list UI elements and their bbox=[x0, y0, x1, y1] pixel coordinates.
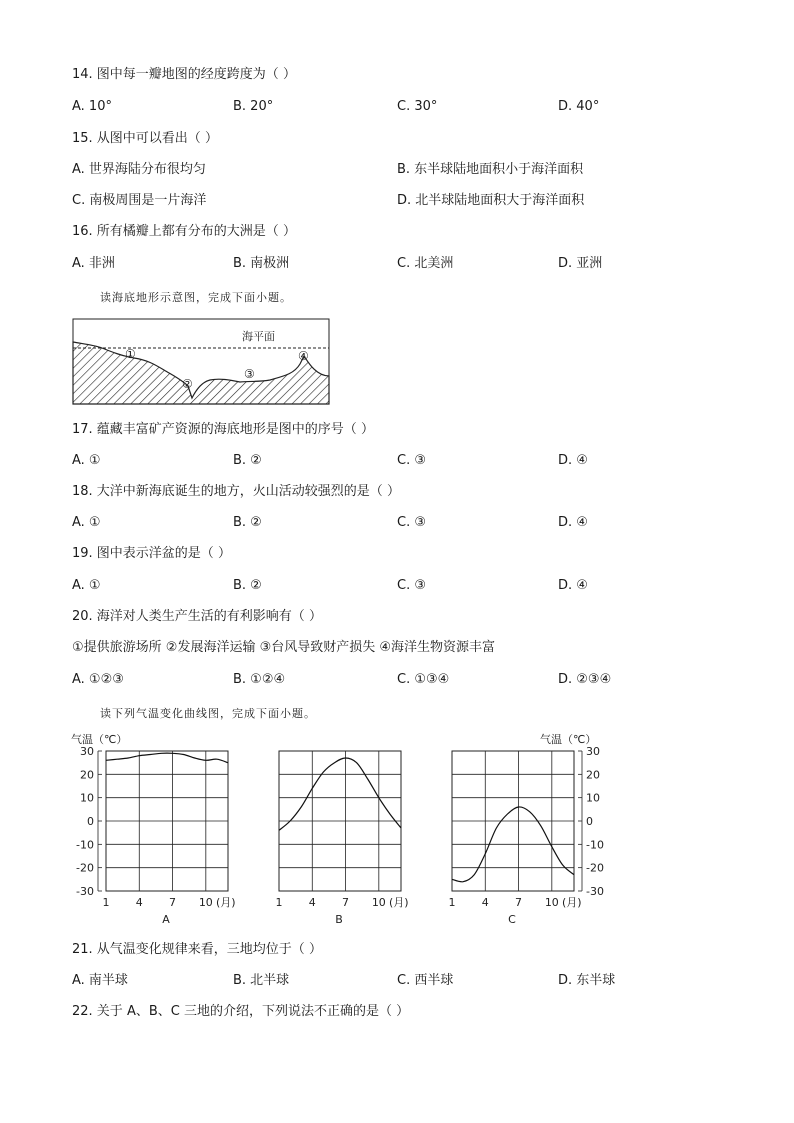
option-a[interactable]: A. ① bbox=[72, 578, 101, 593]
option-c[interactable]: C. 30° bbox=[397, 99, 438, 114]
question-22-stem: 22. 关于 A、B、C 三地的介绍，下列说法不正确的是（ ） bbox=[72, 1004, 410, 1019]
chart-c-y-tick-label: -30 bbox=[586, 885, 604, 898]
question-20-stem: 20. 海洋对人类生产生活的有利影响有（ ） bbox=[72, 609, 322, 624]
option-a[interactable]: A. 10° bbox=[72, 99, 112, 114]
question-20-options bbox=[72, 671, 712, 689]
question-21-options bbox=[72, 972, 712, 990]
option-c[interactable]: C. ③ bbox=[397, 578, 426, 593]
question-16-options bbox=[72, 255, 712, 273]
option-d[interactable]: D. 北半球陆地面积大于海洋面积 bbox=[397, 193, 585, 208]
option-b[interactable]: B. ①②④ bbox=[233, 672, 286, 687]
option-d[interactable]: D. ②③④ bbox=[558, 672, 612, 687]
question-19-stem: 19. 图中表示洋盆的是（ ） bbox=[72, 546, 231, 561]
option-a[interactable]: A. 世界海陆分布很均匀 bbox=[72, 162, 206, 177]
option-c[interactable]: C. 西半球 bbox=[397, 973, 454, 988]
chart-b-x-tick-label: 1 bbox=[275, 896, 283, 909]
chart-a-y-tick-label: 30 bbox=[80, 745, 94, 758]
temperature-charts bbox=[0, 728, 794, 932]
chart-c-x-tick-label: 4 bbox=[481, 896, 489, 909]
marker-1: ① bbox=[125, 347, 136, 361]
question-15-options-row2 bbox=[72, 192, 712, 210]
chart-a-title: A bbox=[162, 913, 170, 926]
question-14-options bbox=[72, 98, 712, 116]
chart-c-ylabel: 气温（℃） bbox=[540, 733, 597, 746]
option-d[interactable]: D. 40° bbox=[558, 99, 600, 114]
question-21-stem: 21. 从气温变化规律来看，三地均位于（ ） bbox=[72, 942, 322, 957]
chart-b-title: B bbox=[335, 913, 343, 926]
option-c[interactable]: C. ③ bbox=[397, 515, 426, 530]
chart-a-y-tick-label: -30 bbox=[76, 885, 94, 898]
seafloor-intro: 读海底地形示意图，完成下面小题。 bbox=[100, 291, 292, 304]
chart-a-x-tick-label: 10 bbox=[198, 896, 213, 909]
chart-c-title: C bbox=[508, 913, 516, 926]
option-d[interactable]: D. ④ bbox=[558, 515, 588, 530]
question-15-stem: 15. 从图中可以看出（ ） bbox=[72, 131, 218, 146]
chart-a-y-tick-label: 10 bbox=[80, 791, 94, 805]
question-15-options-row1 bbox=[72, 161, 712, 179]
chart-c-y-tick-label: 30 bbox=[586, 745, 600, 758]
option-c[interactable]: C. ③ bbox=[397, 453, 426, 468]
seafloor-diagram bbox=[72, 318, 332, 406]
chart-a-x-tick-label: 4 bbox=[135, 896, 143, 909]
chart-a-x-unit: (月) bbox=[216, 896, 236, 909]
chart-a-y-tick-label: -20 bbox=[76, 861, 94, 875]
chart-a-x-tick-label: 7 bbox=[169, 896, 177, 909]
option-d[interactable]: D. 东半球 bbox=[558, 973, 616, 988]
chart-b-x-tick-label: 4 bbox=[308, 896, 316, 909]
chart-a-y-tick-label: 20 bbox=[80, 768, 94, 782]
option-c[interactable]: C. ①③④ bbox=[397, 672, 450, 687]
chart-c-x-unit: (月) bbox=[562, 896, 582, 909]
question-20-statements: ①提供旅游场所 ②发展海洋运输 ③台风导致财产损失 ④海洋生物资源丰富 bbox=[72, 640, 496, 655]
temperature-intro: 读下列气温变化曲线图，完成下面小题。 bbox=[100, 707, 316, 720]
question-18-stem: 18. 大洋中新海底诞生的地方，火山活动较强烈的是（ ） bbox=[72, 484, 400, 499]
question-17-stem: 17. 蕴藏丰富矿产资源的海底地形是图中的序号（ ） bbox=[72, 422, 374, 437]
chart-a-y-tick-label: -10 bbox=[76, 838, 94, 852]
marker-3: ③ bbox=[244, 367, 255, 381]
chart-c-y-tick-label: -20 bbox=[586, 861, 604, 875]
option-c[interactable]: C. 北美洲 bbox=[397, 256, 454, 271]
option-a[interactable]: A. 非洲 bbox=[72, 256, 115, 271]
option-b[interactable]: B. ② bbox=[233, 453, 262, 468]
chart-c-y-tick-label: 20 bbox=[586, 768, 600, 782]
option-b[interactable]: B. ② bbox=[233, 578, 262, 593]
chart-a-x-tick-label: 1 bbox=[102, 896, 110, 909]
chart-b-series-line bbox=[279, 758, 401, 830]
option-a[interactable]: A. 南半球 bbox=[72, 973, 128, 988]
question-14-stem: 14. 图中每一瓣地图的经度跨度为（ ） bbox=[72, 67, 296, 82]
option-b[interactable]: B. ② bbox=[233, 515, 262, 530]
chart-a-ylabel: 气温（℃） bbox=[71, 733, 128, 746]
option-d[interactable]: D. ④ bbox=[558, 578, 588, 593]
option-b[interactable]: B. 20° bbox=[233, 99, 274, 114]
question-18-options bbox=[72, 514, 712, 532]
option-a[interactable]: A. ① bbox=[72, 453, 101, 468]
option-d[interactable]: D. ④ bbox=[558, 453, 588, 468]
sea-level-label: 海平面 bbox=[242, 330, 275, 343]
chart-c-x-tick-label: 10 bbox=[544, 896, 559, 909]
chart-b-x-tick-label: 10 bbox=[371, 896, 386, 909]
chart-a-y-tick-label: 0 bbox=[87, 815, 94, 828]
chart-b-x-tick-label: 7 bbox=[342, 896, 350, 909]
option-a[interactable]: A. ① bbox=[72, 515, 101, 530]
option-b[interactable]: B. 北半球 bbox=[233, 973, 290, 988]
question-17-options bbox=[72, 452, 712, 470]
chart-c-x-tick-label: 1 bbox=[448, 896, 456, 909]
chart-c-y-tick-label: -10 bbox=[586, 838, 604, 852]
option-c[interactable]: C. 南极周围是一片海洋 bbox=[72, 193, 207, 208]
marker-2: ② bbox=[182, 377, 193, 391]
chart-c-y-tick-label: 10 bbox=[586, 791, 600, 805]
chart-c-y-tick-label: 0 bbox=[586, 815, 593, 828]
marker-4: ④ bbox=[298, 349, 309, 363]
option-a[interactable]: A. ①②③ bbox=[72, 672, 124, 687]
option-b[interactable]: B. 南极洲 bbox=[233, 256, 290, 271]
option-d[interactable]: D. 亚洲 bbox=[558, 256, 603, 271]
chart-b-x-unit: (月) bbox=[389, 896, 409, 909]
option-b[interactable]: B. 东半球陆地面积小于海洋面积 bbox=[397, 162, 584, 177]
question-19-options bbox=[72, 577, 712, 595]
chart-a-series-line bbox=[106, 753, 228, 763]
question-16-stem: 16. 所有橘瓣上都有分布的大洲是（ ） bbox=[72, 224, 296, 239]
chart-c-x-tick-label: 7 bbox=[515, 896, 523, 909]
